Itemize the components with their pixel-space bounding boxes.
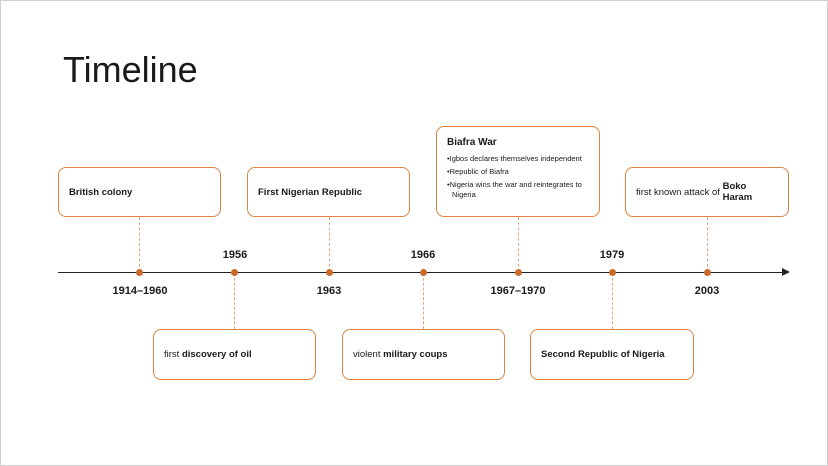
list-item: •Republic of Biafra [447, 167, 509, 176]
event-text-strong: discovery of oil [181, 349, 252, 360]
list-item: •Igbos declares themselves independent [447, 154, 582, 163]
connector-1914 [139, 217, 140, 272]
year-label-2003: 2003 [694, 285, 720, 297]
list-item: •Nigeria wins the war and reintegrates to Nigeria [447, 180, 582, 199]
year-label-1967: 1967–1970 [490, 285, 546, 297]
timeline-arrowhead [782, 268, 790, 276]
connector-1979 [612, 273, 613, 329]
timeline-dot-1914 [136, 269, 143, 276]
event-text: British colony [69, 186, 133, 198]
event-box-first-republic[interactable] [247, 167, 410, 217]
event-text-strong: military coups [383, 349, 448, 360]
connector-1963 [329, 217, 330, 272]
event-box-oil-discovery[interactable] [153, 329, 316, 380]
event-box-military-coups[interactable] [342, 329, 505, 380]
event-text: Second Republic of Nigeria [541, 349, 665, 360]
event-text-strong: Boko Haram [722, 181, 753, 203]
event-box-biafra-war[interactable] [436, 126, 600, 217]
event-box-british-colony[interactable] [58, 167, 221, 217]
timeline-dot-1963 [326, 269, 333, 276]
year-label-1956: 1956 [222, 249, 248, 261]
timeline-dot-1967 [515, 269, 522, 276]
event-box-second-republic[interactable] [530, 329, 694, 380]
year-label-1979: 1979 [599, 249, 625, 261]
timeline-dot-2003 [704, 269, 711, 276]
connector-1966 [423, 273, 424, 329]
event-text: First Nigerian Republic [258, 186, 362, 198]
event-box-boko-haram[interactable] [625, 167, 789, 217]
year-label-1963: 1963 [316, 285, 342, 297]
connector-1956 [234, 273, 235, 329]
event-text-prefix: first [164, 349, 182, 360]
timeline-dot-1956 [231, 269, 238, 276]
slide-title: Timeline [63, 49, 198, 90]
event-text-prefix: violent [353, 349, 384, 360]
connector-1967 [518, 217, 519, 272]
year-label-1966: 1966 [410, 249, 436, 261]
timeline-dot-1966 [420, 269, 427, 276]
event-heading: Biafra War [447, 137, 497, 148]
event-bullet-list [447, 154, 589, 200]
timeline-dot-1979 [609, 269, 616, 276]
connector-2003 [707, 217, 708, 272]
year-label-1914: 1914–1960 [112, 285, 168, 297]
event-text-prefix: first known attack of [636, 186, 723, 198]
